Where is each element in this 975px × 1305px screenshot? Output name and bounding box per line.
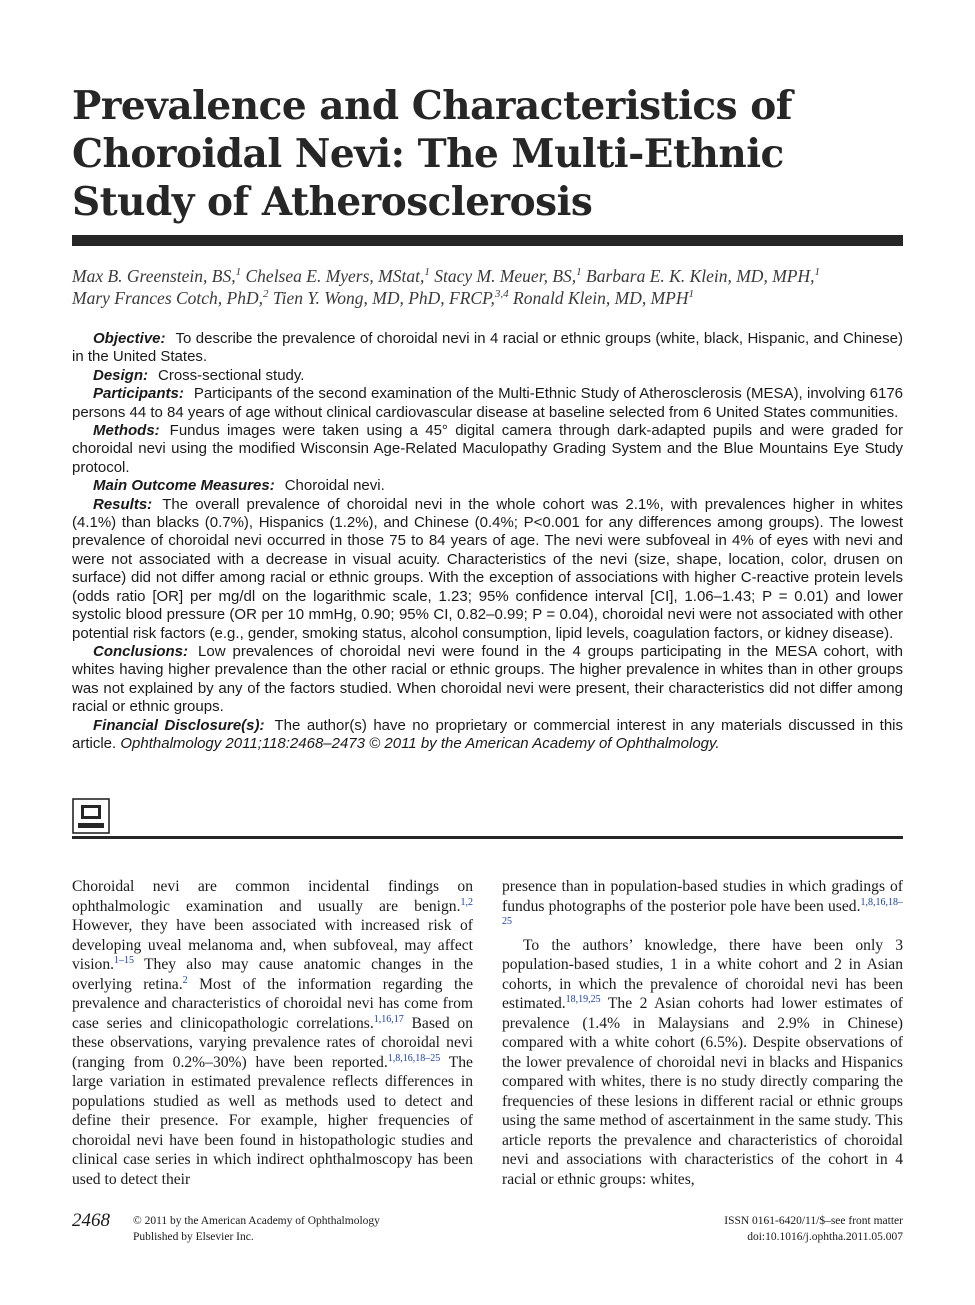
abstract-section	[72, 367, 903, 385]
body-paragraph	[502, 877, 903, 936]
reference-link[interactable]: 1,8,16,18–25	[387, 1052, 441, 1064]
author-affiliation: 1	[576, 266, 582, 279]
body-text: They also may cause anatomic changes in the overlying retina.	[72, 956, 473, 993]
body-text: Choroidal nevi are common incidental findings on ophthalmologic examination and usually are benign.	[72, 878, 473, 915]
author	[246, 266, 430, 286]
body-text: Most of the information regarding the prevalence and characteristics of choroidal nevi has come from case series and clinicopathologic correlations.	[72, 975, 473, 1032]
author-name: Mary Frances Cotch, PhD,	[72, 288, 264, 308]
reference-link[interactable]: 18,19,25	[565, 993, 601, 1005]
author-affiliation: 2	[263, 288, 269, 301]
author-affiliation: 3,4	[494, 288, 509, 301]
author	[72, 266, 241, 286]
abstract-label: Participants:	[93, 385, 184, 403]
abstract-text: Cross-sectional study.	[158, 366, 305, 384]
abstract-section	[72, 496, 903, 643]
publisher-line: Published by Elsevier Inc.	[133, 1231, 254, 1243]
abstract-text: The author(s) have no proprietary or commercial interest in any materials discussed in this article.	[72, 716, 903, 752]
abstract-label: Design:	[93, 366, 149, 384]
abstract-section	[72, 330, 903, 367]
copyright-line: © 2011 by the American Academy of Ophthalmology	[133, 1215, 380, 1227]
author-name: Ronald Klein, MD, MPH	[513, 288, 689, 308]
body-paragraph	[72, 877, 473, 1189]
author-affiliation: 1	[424, 266, 430, 279]
footer-copyright	[133, 1213, 380, 1245]
author-list	[72, 265, 903, 309]
abstract-label: Results:	[93, 495, 153, 513]
body-column-left	[72, 877, 473, 1189]
abstract-section	[72, 385, 903, 422]
author-name: Chelsea E. Myers, MStat,	[245, 266, 425, 286]
abstract-section	[72, 477, 903, 495]
abstract-text: Low prevalences of choroidal nevi were found in the 4 groups participating in the MESA cohort, with whites having higher prevalence than the other racial or ethnic groups. The higher prevalence in whites than in other groups was not explained by any of the factors studied. When choroidal nevi were present, their characteristics did not differ among racial or ethnic groups.	[72, 642, 903, 716]
doi-link[interactable]: doi:10.1016/j.ophtha.2011.05.007	[747, 1231, 903, 1243]
abstract	[72, 330, 903, 753]
author-name: Tien Y. Wong, MD, PhD, FRCP,	[272, 288, 495, 308]
abstract-label: Financial Disclosure(s):	[93, 716, 265, 734]
abstract-text: To describe the prevalence of choroidal nevi in 4 racial or ethnic groups (white, black, Hispanic, and Chinese) in the United States.	[72, 330, 903, 366]
body-text: However, they have been associated with increased risk of developing uveal melanoma and, when subfoveal, may affect vision.	[72, 917, 473, 973]
reference-link[interactable]: 1–15	[114, 954, 135, 966]
body-paragraph	[502, 936, 903, 1190]
reference-link[interactable]: 1,2	[460, 896, 473, 908]
author-name: Barbara E. K. Klein, MD, MPH,	[586, 266, 815, 286]
abstract-label: Main Outcome Measures:	[93, 477, 275, 495]
abstract-label: Methods:	[93, 422, 160, 440]
author-affiliation: 1	[688, 288, 695, 301]
author	[513, 288, 694, 308]
reference-link[interactable]: 1,16,17	[373, 1013, 404, 1025]
author-affiliation: 1	[235, 266, 242, 279]
abstract-divider	[72, 836, 903, 839]
footer-issn-doi	[724, 1213, 903, 1245]
author	[586, 266, 820, 286]
author	[273, 288, 509, 308]
abstract-section	[72, 717, 903, 754]
body-text: presence than in population-based studies in which gradings of fundus photographs of the posterior pole have been used.	[502, 878, 903, 915]
abstract-text: Fundus images were taken using a 45° digital camera through dark-adapted pupils and were graded for choroidal nevi using the modified Wisconsin Age-Related Maculopathy Grading System and the Blue Mountains Eye Study protocol.	[72, 422, 903, 476]
abstract-label: Conclusions:	[93, 642, 189, 660]
abstract-section	[72, 422, 903, 477]
reference-link[interactable]: 1,8,16,18–25	[502, 896, 903, 927]
abstract-section	[72, 643, 903, 717]
issn: ISSN 0161-6420/11/$–see front matter	[724, 1215, 903, 1227]
abstract-text: Participants of the second examination of the Multi-Ethnic Study of Atherosclerosis (MESA), involving 6176 persons 44 to 84 years of age without clinical cardiovascular disease at baseline selected from 6 United States communities.	[72, 385, 903, 421]
article-title: Prevalence and Characteristics of Choroidal Nevi: The Multi-Ethnic Study of Atherosclerosis	[72, 83, 792, 225]
abstract-label: Objective:	[93, 330, 166, 347]
author-affiliation: 1	[814, 266, 820, 279]
body-column-right	[502, 877, 903, 1189]
body-text: The large variation in estimated prevalence reflects differences in populations studied as well as methods used to detect and define their presence. For example, higher frequencies of choroidal nevi have been found in histopathologic studies and clinical case series in which indirect ophthalmoscopy has been used to detect their	[72, 1053, 473, 1188]
journal-citation: Ophthalmology 2011;118:2468–2473 © 2011 by the American Academy of Ophthalmology.	[120, 734, 720, 752]
body-text: The 2 Asian cohorts had lower estimates of prevalence (1.4% in Malaysians and 2.9% in Chinese) compared with a white cohort (6.5%). Despite observations of the lower prevalence of choroidal nevi in blacks and Hispanics compared with whites, there is no study directly comparing the frequencies of these lesions in different racial or ethnic groups using the same method of ascertainment in the same study. This article reports the prevalence and characteristics of choroidal nevi and associations with characteristics of the cohort in 4 racial or ethnic groups: whites,	[502, 995, 903, 1188]
body-text: To the authors’ knowledge, there have been only 3 population-based studies, 1 in a white cohort and 2 in Asian cohorts, in which the prevalence of choroidal nevi has been estimated.	[502, 936, 903, 1012]
page-number: 2468	[72, 1210, 110, 1231]
abstract-text: The overall prevalence of choroidal nevi in the whole cohort was 2.1%, with prevalences higher in whites (4.1%) than blacks (0.7%), Hispanics (1.2%), and Chinese (0.4%; P<0.001 for any differences among groups). The lowest prevalence of choroidal nevi occurred in those 75 to 84 years of age. The nevi were subfoveal in 4% of eyes with nevi and were not associated with a decrease in visual acuity. Characteristics of the nevi (size, shape, location, color, drusen on surface) did not differ among racial or ethnic groups. With the exception of associations with higher C-reactive protein levels (odds ratio [OR] per mg/dl on the logarithmic scale, 1.23; 95% confidence interval [CI], 1.06–1.43; P = 0.01) and lower systolic blood pressure (OR per 10 mmHg, 0.90; 95% CI, 0.82–0.99; P = 0.04), choroidal nevi were not associated with other potential risk factors (e.g., gender, smoking status, alcohol consumption, lipid levels, coagulation factors, or kidney disease).	[72, 495, 903, 642]
author	[434, 266, 581, 286]
body-text: Based on these observations, varying prevalence rates of choroidal nevi (ranging from 0.2%–30%) have been reported.	[72, 1014, 473, 1071]
computer-monitor-icon[interactable]	[72, 798, 110, 834]
author-name: Stacy M. Meuer, BS,	[434, 266, 577, 286]
abstract-text: Choroidal nevi.	[284, 477, 385, 495]
author	[72, 288, 269, 308]
author-name: Max B. Greenstein, BS,	[72, 266, 236, 286]
title-divider	[72, 235, 903, 246]
reference-link[interactable]: 2	[182, 974, 188, 986]
